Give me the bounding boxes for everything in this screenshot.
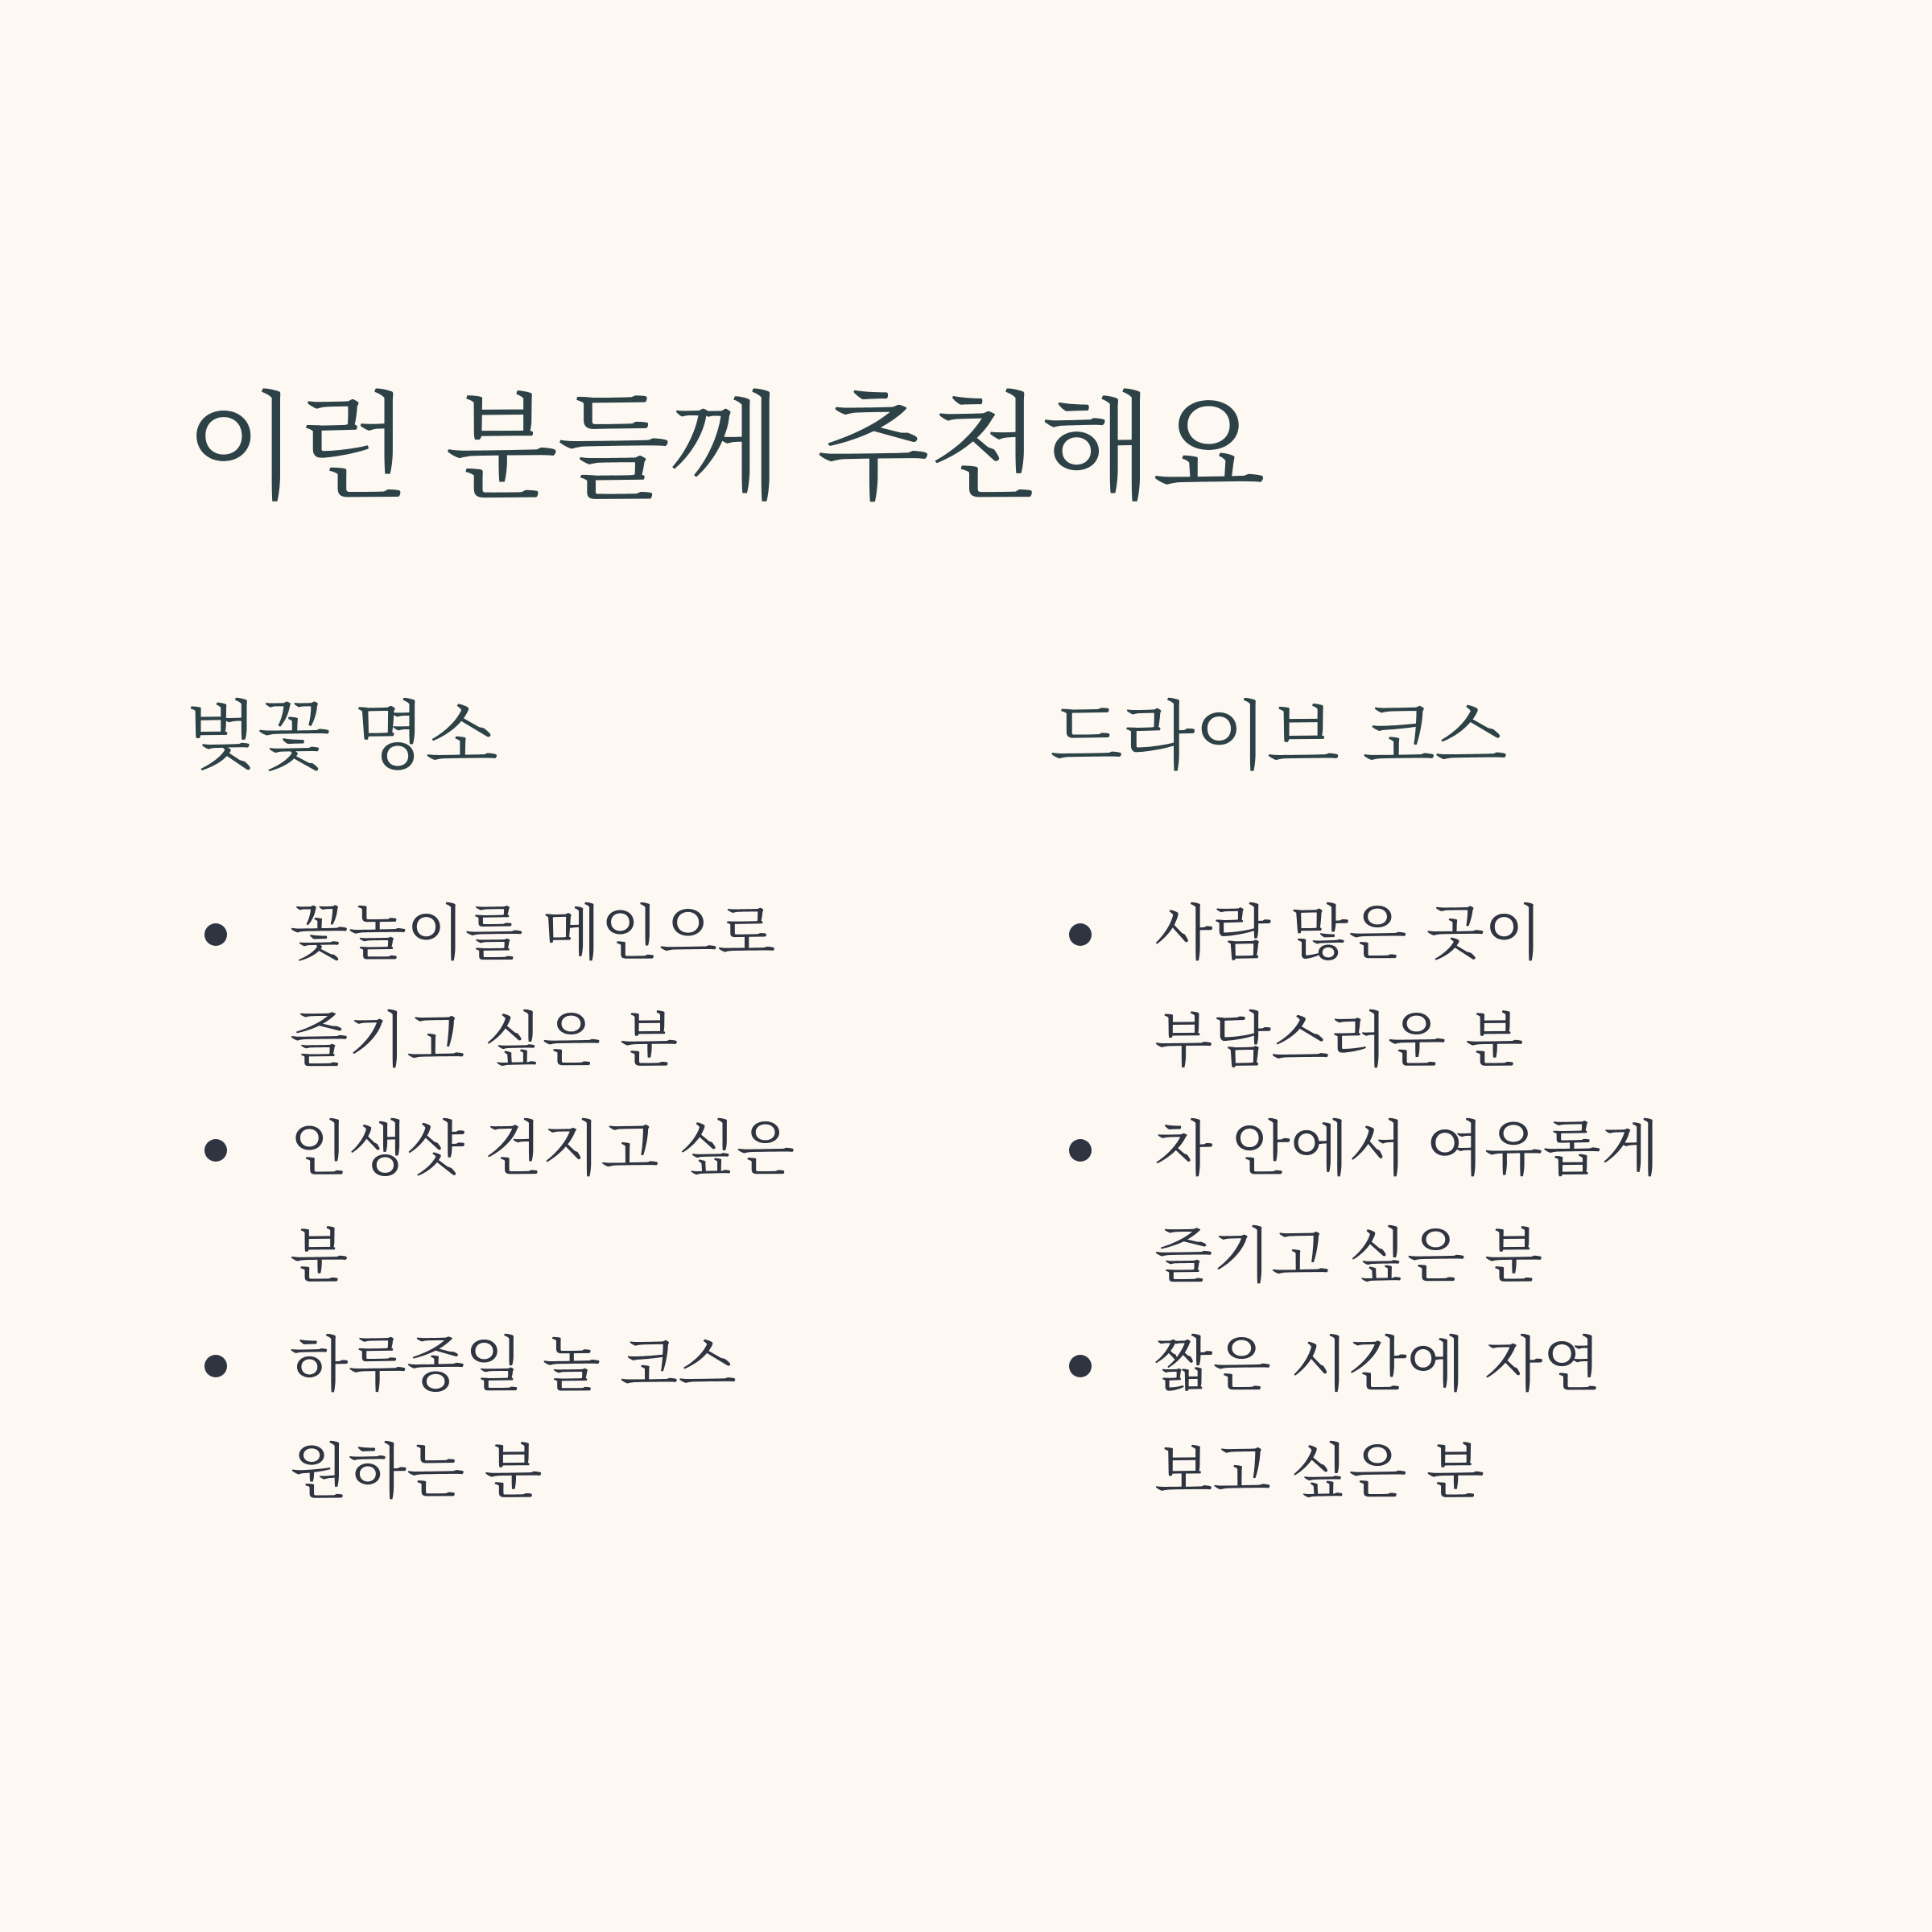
column-cherry-blossom-spots [185,676,950,1543]
bullet-dot-icon [1069,1139,1092,1162]
list-item-text: 차 안에서 여유롭게 즐기고 싶은 분 [1154,1113,1660,1291]
recommendation-list [185,880,894,1525]
bullet-dot-icon [204,923,227,946]
list-item-text: 인생샷 건지고 싶은 분 [290,1113,795,1291]
page-title: 이런 분들께 추천해요 [185,380,1265,517]
list-item-text: 짧은 시간에 자연 보고 싶은 분 [1154,1329,1601,1507]
list-item [185,1096,894,1310]
bullet-dot-icon [1069,923,1092,946]
list-item-text: 사람 많은 곳이 부담스러운 분 [1154,898,1543,1075]
list-item [1050,880,1758,1094]
bullet-dot-icon [204,1355,227,1377]
bullet-dot-icon [1069,1355,1092,1377]
list-item [185,1311,894,1525]
list-item-text: 꽃놀이를 메인으로 즐기고 싶은 분 [290,898,776,1075]
column-title: 벚꽃 명소 [185,693,498,781]
list-item [1050,1311,1758,1525]
list-item [185,880,894,1094]
list-item [1050,1096,1758,1310]
recommendation-list [1050,880,1758,1525]
list-item-text: 하루종일 놀 코스 원하는 분 [290,1329,737,1507]
column-title: 드라이브 코스 [1050,693,1507,781]
bullet-dot-icon [204,1139,227,1162]
column-drive-course [1050,676,1814,1543]
